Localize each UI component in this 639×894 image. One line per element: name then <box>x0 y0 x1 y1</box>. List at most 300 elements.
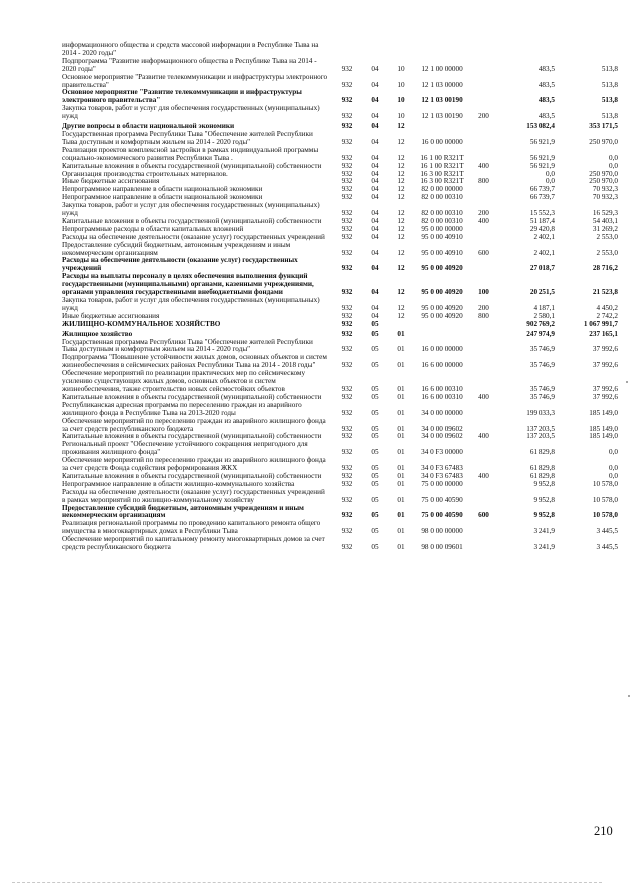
target-article-cell: 95 0 00 40910 <box>421 232 463 241</box>
subsection-code-cell: 01 <box>397 527 405 536</box>
ved-code-cell: 932 <box>341 177 353 186</box>
name-cell: Государственная программа Республики Тыва "Обеспечение жителей Республики Тыва доступным и комфортным жильем на 2014 - 2020 годы" <box>62 129 313 146</box>
amount-year2-cell: 185 149,0 <box>589 424 618 433</box>
name-cell: Расходы на обеспечение деятельности (оказание услуг) государственных учреждений <box>62 232 325 241</box>
scan-speck <box>626 381 628 383</box>
amount-year2-cell: 10 578,0 <box>592 479 618 488</box>
amount-year2-cell: 37 992,6 <box>592 392 618 401</box>
amount-year1-cell: 9 952,8 <box>533 495 555 504</box>
ved-code-cell: 932 <box>341 96 353 105</box>
amount-year1-cell: 29 420,8 <box>529 224 555 233</box>
expense-type-cell <box>470 329 497 339</box>
table-row <box>62 74 618 90</box>
table-row <box>62 147 618 163</box>
section-code-cell: 05 <box>371 479 379 488</box>
expense-type-cell <box>470 339 497 355</box>
amount-year1-cell: 35 746,9 <box>529 345 555 354</box>
name-cell: информационного общества и средств массовой информации в Республике Тыва на 2014 - 2020 годы" <box>62 41 319 57</box>
subsection-code-cell: 10 <box>397 80 405 89</box>
name-cell: Капитальные вложения в объекты государственной (муниципальной) собственности <box>62 471 322 480</box>
amount-year2-cell: 250 970,0 <box>589 137 618 146</box>
subsection-code-cell: 01 <box>397 392 405 401</box>
expense-type-cell: 200 <box>478 112 489 121</box>
target-article-cell: 95 0 00 40920 <box>421 288 463 297</box>
ved-code-cell: 932 <box>341 224 353 233</box>
expense-type-cell: 100 <box>478 288 489 297</box>
ved-code-cell: 932 <box>341 408 353 417</box>
name-cell: Основное мероприятие "Развитие телекоммуникации и инфраструктуры электронного правительства" <box>62 72 328 89</box>
amount-year2-cell: 0,0 <box>609 161 618 170</box>
amount-year2-cell: 37 992,6 <box>592 384 618 393</box>
subsection-code-cell: 01 <box>397 511 405 520</box>
subsection-code-cell <box>388 321 414 329</box>
amount-year1-cell: 483,5 <box>538 96 555 105</box>
amount-year2-cell: 0,0 <box>609 464 618 473</box>
section-code-cell: 04 <box>371 122 379 131</box>
amount-year1-cell: 9 952,8 <box>533 479 555 488</box>
table-row <box>62 520 618 536</box>
target-article-cell: 98 0 00 00000 <box>421 527 463 536</box>
target-article-cell: 98 0 00 09601 <box>421 543 463 552</box>
subsection-code-cell: 12 <box>397 288 405 297</box>
amount-year1-cell: 902 769,2 <box>526 319 555 328</box>
ved-code-cell: 932 <box>341 209 353 218</box>
ved-code-cell: 932 <box>341 471 353 480</box>
ved-code-cell: 932 <box>341 64 353 73</box>
section-code-cell: 04 <box>371 96 379 105</box>
ved-code-cell: 932 <box>341 319 353 328</box>
section-code-cell: 05 <box>371 408 379 417</box>
scan-edge-line <box>12 882 602 883</box>
subsection-code-cell: 01 <box>397 424 405 433</box>
amount-year1-cell: 3 241,9 <box>533 527 555 536</box>
amount-year1-cell: 2 402,1 <box>533 248 555 257</box>
name-cell: Обеспечение мероприятий по капитальному ремонту многоквартирных домов за счет средств республиканского бюджета <box>62 535 325 552</box>
expense-type-cell <box>470 441 497 457</box>
target-article-cell: 12 1 03 00000 <box>421 80 463 89</box>
table-row <box>62 105 618 121</box>
name-cell: Подпрограмма "Повышение устойчивости жилых домов, основных объектов и систем жизнеобеспечения в сейсмических районах Республики Тыва на 2014 - 2018 годы" <box>62 353 327 370</box>
section-code-cell: 04 <box>371 80 379 89</box>
subsection-code-cell: 12 <box>397 122 405 131</box>
section-code-cell: 04 <box>371 303 379 312</box>
subsection-code-cell: 01 <box>397 543 405 552</box>
table-row <box>62 297 618 313</box>
expense-type-cell <box>470 354 497 370</box>
ved-code-cell: 932 <box>341 264 353 273</box>
subsection-code-cell: 12 <box>397 232 405 241</box>
subsection-code-cell: 12 <box>397 177 405 186</box>
section-code-cell: 05 <box>371 464 379 473</box>
amount-year2-cell: 2 742,2 <box>596 311 618 320</box>
expense-type-cell <box>470 257 497 273</box>
section-code-cell: 05 <box>371 329 379 338</box>
amount-year1-cell: 20 251,5 <box>529 288 555 297</box>
target-article-cell: 34 0 F3 00000 <box>421 448 463 457</box>
target-article-cell: 12 1 03 00190 <box>421 96 463 105</box>
target-article-cell: 34 0 00 09602 <box>421 432 463 441</box>
amount-year1-cell: 35 746,9 <box>529 392 555 401</box>
amount-year2-cell: 250 970,0 <box>589 177 618 186</box>
expense-type-cell: 400 <box>478 432 489 441</box>
amount-year2-cell: 353 171,5 <box>589 122 618 131</box>
amount-year2-cell: 185 149,0 <box>589 432 618 441</box>
amount-year2-cell: 54 403,1 <box>592 216 618 225</box>
section-code-cell: 05 <box>371 471 379 480</box>
target-article-cell: 12 1 03 00190 <box>421 112 463 121</box>
ved-code-cell: 932 <box>341 185 353 194</box>
name-cell: Закупка товаров, работ и услуг для обеспечения государственных (муниципальных) нужд <box>62 296 320 312</box>
expense-type-cell <box>470 58 497 74</box>
subsection-code-cell: 12 <box>397 153 405 162</box>
name-cell: Капитальные вложения в объекты государственной (муниципальной) собственности <box>62 161 322 170</box>
amount-year1-cell: 9 952,8 <box>533 511 555 520</box>
name-cell: Иные бюджетные ассигнования <box>62 311 160 320</box>
amount-year2-cell: 3 445,5 <box>596 527 618 536</box>
name-cell: Непрограммное направление в области жилищно-коммунального хозяйства <box>62 479 295 488</box>
name-cell: Непрограммные расходы в области капитальных вложений <box>62 224 244 233</box>
subsection-code-cell: 12 <box>397 209 405 218</box>
expense-type-cell <box>470 194 497 202</box>
table-row <box>62 441 618 457</box>
ved-code-cell: 932 <box>341 112 353 121</box>
table-row <box>62 489 618 505</box>
expense-type-cell <box>470 121 497 131</box>
table-row <box>62 58 618 74</box>
table-row <box>62 202 618 218</box>
target-article-cell: 16 6 00 00310 <box>421 392 463 401</box>
name-cell: Непрограммное направление в области национальной экономики <box>62 185 263 194</box>
amount-year1-cell: 0,0 <box>546 177 555 186</box>
ved-code-cell: 932 <box>341 424 353 433</box>
section-code-cell: 04 <box>371 288 379 297</box>
section-code-cell: 04 <box>371 193 379 202</box>
name-cell: Предоставление субсидий бюджетным, автономным учреждениям и иным некоммерческим организациям <box>62 503 304 520</box>
subsection-code-cell: 12 <box>397 185 405 194</box>
amount-year1-cell: 66 739,7 <box>529 185 555 194</box>
section-code-cell: 04 <box>371 264 379 273</box>
subsection-code-cell: 12 <box>397 248 405 257</box>
section-code-cell: 04 <box>371 248 379 257</box>
amount-year2-cell: 513,8 <box>601 80 618 89</box>
expense-type-cell: 400 <box>478 471 489 480</box>
target-article-cell: 82 0 00 00310 <box>421 216 463 225</box>
amount-year2-cell: 28 716,2 <box>592 264 618 273</box>
amount-year2-cell: 70 932,3 <box>592 193 618 202</box>
section-code-cell: 05 <box>371 345 379 354</box>
subsection-code-cell: 01 <box>397 408 405 417</box>
target-article-cell: 34 0 F3 67483 <box>421 464 463 473</box>
amount-year1-cell: 35 746,9 <box>529 361 555 370</box>
target-article-cell: 82 0 00 00310 <box>421 193 463 202</box>
name-cell: Обеспечение мероприятий по реализации практических мер по сейсмическому усилению существующих жилых домов, основных объектов и систем жизнеобеспечения, также строительство новых сейсмостойких объектов <box>62 369 306 393</box>
amount-year2-cell: 31 269,2 <box>592 224 618 233</box>
table-row <box>62 339 618 355</box>
subsection-code-cell: 01 <box>397 448 405 457</box>
amount-year2-cell: 10 578,0 <box>592 511 618 520</box>
target-article-cell: 95 0 00 40910 <box>421 248 463 257</box>
amount-year2-cell: 4 450,2 <box>596 303 618 312</box>
name-cell: Организация производства строительных материалов. <box>62 169 228 178</box>
name-cell: Республиканская адресная программа по переселению граждан из аварийного жилищного фонда в Республике Тыва на 2013-2020 годы <box>62 400 302 417</box>
amount-year2-cell: 237 165,1 <box>589 329 618 338</box>
target-article-cell: 16 3 00 R321T <box>420 169 464 178</box>
ved-code-cell: 932 <box>341 345 353 354</box>
table-row <box>62 536 618 552</box>
amount-year1-cell: 153 082,4 <box>526 122 555 131</box>
table-row <box>62 505 618 521</box>
amount-year1-cell: 2 580,1 <box>533 311 555 320</box>
subsection-code-cell: 01 <box>397 329 405 338</box>
table-row <box>62 402 618 418</box>
target-article-cell: 34 0 F3 67483 <box>421 471 463 480</box>
subsection-code-cell: 12 <box>397 216 405 225</box>
amount-year2-cell: 2 553,0 <box>596 248 618 257</box>
ved-code-cell: 932 <box>341 495 353 504</box>
expense-type-cell: 600 <box>478 248 489 257</box>
name-cell: Предоставление субсидий бюджетным, автономным учреждениям и иным некоммерческим организациям <box>62 240 291 257</box>
table-row <box>62 257 618 273</box>
ved-code-cell: 932 <box>341 288 353 297</box>
ved-code-cell: 932 <box>341 122 353 131</box>
section-code-cell: 04 <box>371 153 379 162</box>
amount-year1-cell: 2 402,1 <box>533 232 555 241</box>
expense-type-cell <box>470 89 497 105</box>
target-article-cell: 16 0 00 00000 <box>421 137 463 146</box>
name-cell: Подпрограмма "Развитие информационного общества в Республике Тыва на 2014 - 2020 годы" <box>62 56 317 73</box>
target-article-cell: 16 3 00 R321T <box>420 177 464 186</box>
expense-type-cell: 400 <box>478 216 489 225</box>
amount-year2-cell: 21 523,8 <box>592 288 618 297</box>
target-article-cell: 12 1 00 00000 <box>421 64 463 73</box>
expense-type-cell <box>470 42 497 58</box>
section-code-cell: 04 <box>371 311 379 320</box>
amount-year2-cell: 513,8 <box>601 96 618 105</box>
table-row <box>62 273 618 297</box>
target-article-cell: 75 0 00 00000 <box>421 479 463 488</box>
name-cell: Государственная программа Республики Тыва "Обеспечение жителей Республики Тыва доступным и комфортным жильем на 2014 - 2020 годы" <box>62 337 313 354</box>
subsection-code-cell: 01 <box>397 361 405 370</box>
name-cell: Обеспечение мероприятий по переселению граждан из аварийного жилищного фонда за счет средств Фонда содействия реформирования ЖКХ <box>62 456 326 473</box>
amount-year2-cell: 10 578,0 <box>592 495 618 504</box>
expense-type-cell <box>470 321 497 329</box>
amount-year1-cell: 137 203,5 <box>526 424 555 433</box>
budget-expenditure-table <box>62 42 618 552</box>
ved-code-cell: 932 <box>341 511 353 520</box>
target-article-cell: 82 0 00 00310 <box>421 209 463 218</box>
subsection-code-cell: 01 <box>397 479 405 488</box>
subsection-code-cell: 01 <box>397 384 405 393</box>
subsection-code-cell: 12 <box>397 224 405 233</box>
target-article-cell: 95 0 00 00000 <box>421 224 463 233</box>
ved-code-cell: 932 <box>341 448 353 457</box>
ved-code-cell: 932 <box>341 153 353 162</box>
section-code-cell: 04 <box>371 185 379 194</box>
name-cell: Закупка товаров, работ и услуг для обеспечения государственных (муниципальных) нужд <box>62 104 320 121</box>
target-article-cell: 82 0 00 00000 <box>421 185 463 194</box>
ved-code-cell: 932 <box>341 169 353 178</box>
subsection-code-cell: 01 <box>397 432 405 441</box>
ved-code-cell: 932 <box>341 361 353 370</box>
ved-code-cell: 932 <box>341 311 353 320</box>
target-article-cell: 95 0 00 40920 <box>421 311 463 320</box>
amount-year1-cell: 4 187,1 <box>533 303 555 312</box>
table-row <box>62 42 618 58</box>
ved-code-cell: 932 <box>341 392 353 401</box>
table-row <box>62 131 618 147</box>
amount-year1-cell: 483,5 <box>538 64 555 73</box>
section-code-cell: 05 <box>371 432 379 441</box>
expense-type-cell <box>470 457 497 473</box>
name-cell: Расходы на выплаты персоналу в целях обеспечения выполнения функций государственными (муниципальными) органами, казенными учреждениями, органами управления государственными внебюджетными фондами <box>62 272 314 297</box>
table-row <box>62 321 618 329</box>
subsection-code-cell: 10 <box>397 96 405 105</box>
target-article-cell <box>414 42 470 58</box>
target-article-cell: 95 0 00 40920 <box>421 303 463 312</box>
section-code-cell: 04 <box>371 232 379 241</box>
expense-type-cell <box>470 402 497 418</box>
ved-code-cell: 932 <box>341 303 353 312</box>
section-code-cell: 05 <box>371 543 379 552</box>
amount-year2-cell: 0,0 <box>609 448 618 457</box>
amount-year2-cell: 37 992,6 <box>592 345 618 354</box>
amount-year1-cell: 137 203,5 <box>526 432 555 441</box>
subsection-code-cell: 01 <box>397 345 405 354</box>
ved-code-cell: 932 <box>341 80 353 89</box>
section-code-cell: 05 <box>371 511 379 520</box>
amount-year2-cell: 37 992,6 <box>592 361 618 370</box>
ved-code-cell <box>332 42 362 58</box>
name-cell: Закупка товаров, работ и услуг для обеспечения государственных (муниципальных) нужд <box>62 201 320 218</box>
ved-code-cell: 932 <box>341 527 353 536</box>
amount-year1-cell: 56 921,9 <box>529 161 555 170</box>
section-code-cell: 05 <box>371 448 379 457</box>
amount-year1-cell: 3 241,9 <box>533 543 555 552</box>
table-row <box>62 418 618 434</box>
amount-year1-cell: 483,5 <box>538 80 555 89</box>
amount-year2-cell: 185 149,0 <box>589 408 618 417</box>
section-code-cell: 04 <box>371 209 379 218</box>
amount-year2-cell: 513,8 <box>601 64 618 73</box>
section-code-cell: 05 <box>371 319 379 328</box>
name-cell: Обеспечение мероприятий по переселению граждан из аварийного жилищного фонда за счет средств республиканского бюджета <box>62 416 326 433</box>
section-code-cell: 05 <box>371 424 379 433</box>
amount-year1-cell: 0,0 <box>546 169 555 178</box>
expense-type-cell <box>470 370 497 394</box>
expense-type-cell: 800 <box>478 177 489 186</box>
ved-code-cell: 932 <box>341 543 353 552</box>
expense-type-cell: 400 <box>478 392 489 401</box>
expense-type-cell: 800 <box>478 311 489 320</box>
amount-year1-cell: 61 829,8 <box>529 471 555 480</box>
table-row <box>62 242 618 258</box>
table-row <box>62 89 618 105</box>
expense-type-cell: 200 <box>478 303 489 312</box>
section-code-cell: 04 <box>371 216 379 225</box>
subsection-code-cell: 01 <box>397 464 405 473</box>
ved-code-cell: 932 <box>341 193 353 202</box>
name-cell: Основное мероприятие "Развитие телекоммуникации и инфраструктуры электронного правительства" <box>62 88 302 105</box>
section-code-cell: 04 <box>371 112 379 121</box>
amount-year1-cell: 35 746,9 <box>529 384 555 393</box>
ved-code-cell: 932 <box>341 329 353 338</box>
amount-year1-cell: 483,5 <box>538 112 555 121</box>
subsection-code-cell: 12 <box>397 264 405 273</box>
name-cell: Региональный проект "Обеспечение устойчивого сокращения непригодного для проживания жилищного фонда" <box>62 440 308 457</box>
section-code-cell: 05 <box>371 527 379 536</box>
name-cell: Иные бюджетные ассигнования <box>62 177 160 186</box>
subsection-code-cell: 01 <box>397 495 405 504</box>
name-cell: Другие вопросы в области национальной экономики <box>62 122 235 131</box>
target-article-cell: 75 0 00 40590 <box>421 495 463 504</box>
name-cell: Капитальные вложения в объекты государственной (муниципальной) собственности <box>62 392 322 401</box>
table-body <box>62 42 618 552</box>
expense-type-cell <box>470 186 497 194</box>
subsection-code-cell: 12 <box>397 311 405 320</box>
expense-type-cell <box>470 489 497 505</box>
section-code-cell: 05 <box>371 361 379 370</box>
target-article-cell <box>414 329 470 339</box>
expense-type-cell <box>470 74 497 90</box>
section-code-cell: 05 <box>371 495 379 504</box>
subsection-code-cell: 12 <box>397 169 405 178</box>
section-code-cell <box>362 42 388 58</box>
name-cell: ЖИЛИЩНО-КОММУНАЛЬНОЕ ХОЗЯЙСТВО <box>62 319 221 328</box>
amount-year2-cell: 0,0 <box>609 153 618 162</box>
subsection-code-cell: 01 <box>397 471 405 480</box>
amount-year1-cell: 56 921,9 <box>529 153 555 162</box>
name-cell: Жилищное хозяйство <box>62 329 133 338</box>
expense-type-cell: 400 <box>478 161 489 170</box>
table-row <box>62 457 618 473</box>
ved-code-cell: 932 <box>341 464 353 473</box>
amount-year2-cell: 1 067 991,7 <box>583 319 618 328</box>
subsection-code-cell: 12 <box>397 193 405 202</box>
amount-year2-cell: 16 529,3 <box>592 209 618 218</box>
amount-year2-cell: 0,0 <box>609 471 618 480</box>
target-article-cell <box>414 121 470 131</box>
name-cell: Расходы на обеспечение деятельности (оказание услуг) государственных учреждений в рамках мероприятий по жилищно-коммунальному хозяйству <box>62 487 325 504</box>
name-cell: Капитальные вложения в объекты государственной (муниципальной) собственности <box>62 216 322 225</box>
amount-year1-cell: 247 974,9 <box>526 329 555 338</box>
target-article-cell: 34 0 00 09602 <box>421 424 463 433</box>
amount-year1-cell: 199 033,3 <box>526 408 555 417</box>
expense-type-cell: 600 <box>478 511 489 520</box>
ved-code-cell: 932 <box>341 216 353 225</box>
target-article-cell: 16 0 00 00000 <box>421 345 463 354</box>
expense-type-cell <box>470 520 497 536</box>
expense-type-cell <box>470 234 497 242</box>
subsection-code-cell: 12 <box>397 303 405 312</box>
section-code-cell: 04 <box>371 161 379 170</box>
section-code-cell: 04 <box>371 64 379 73</box>
target-article-cell: 75 0 00 40590 <box>421 511 463 520</box>
amount-year2-cell <box>555 42 618 58</box>
section-code-cell: 04 <box>371 137 379 146</box>
amount-year2-cell: 513,8 <box>601 112 618 121</box>
expense-type-cell: 200 <box>478 209 489 218</box>
expense-type-cell <box>470 226 497 234</box>
ved-code-cell: 932 <box>341 161 353 170</box>
table-row <box>62 354 618 370</box>
ved-code-cell: 932 <box>341 479 353 488</box>
subsection-code-cell: 10 <box>397 64 405 73</box>
target-article-cell: 95 0 00 40920 <box>421 264 463 273</box>
ved-code-cell: 932 <box>341 232 353 241</box>
section-code-cell: 04 <box>371 169 379 178</box>
target-article-cell: 34 0 00 00000 <box>421 408 463 417</box>
amount-year1-cell: 56 921,9 <box>529 137 555 146</box>
